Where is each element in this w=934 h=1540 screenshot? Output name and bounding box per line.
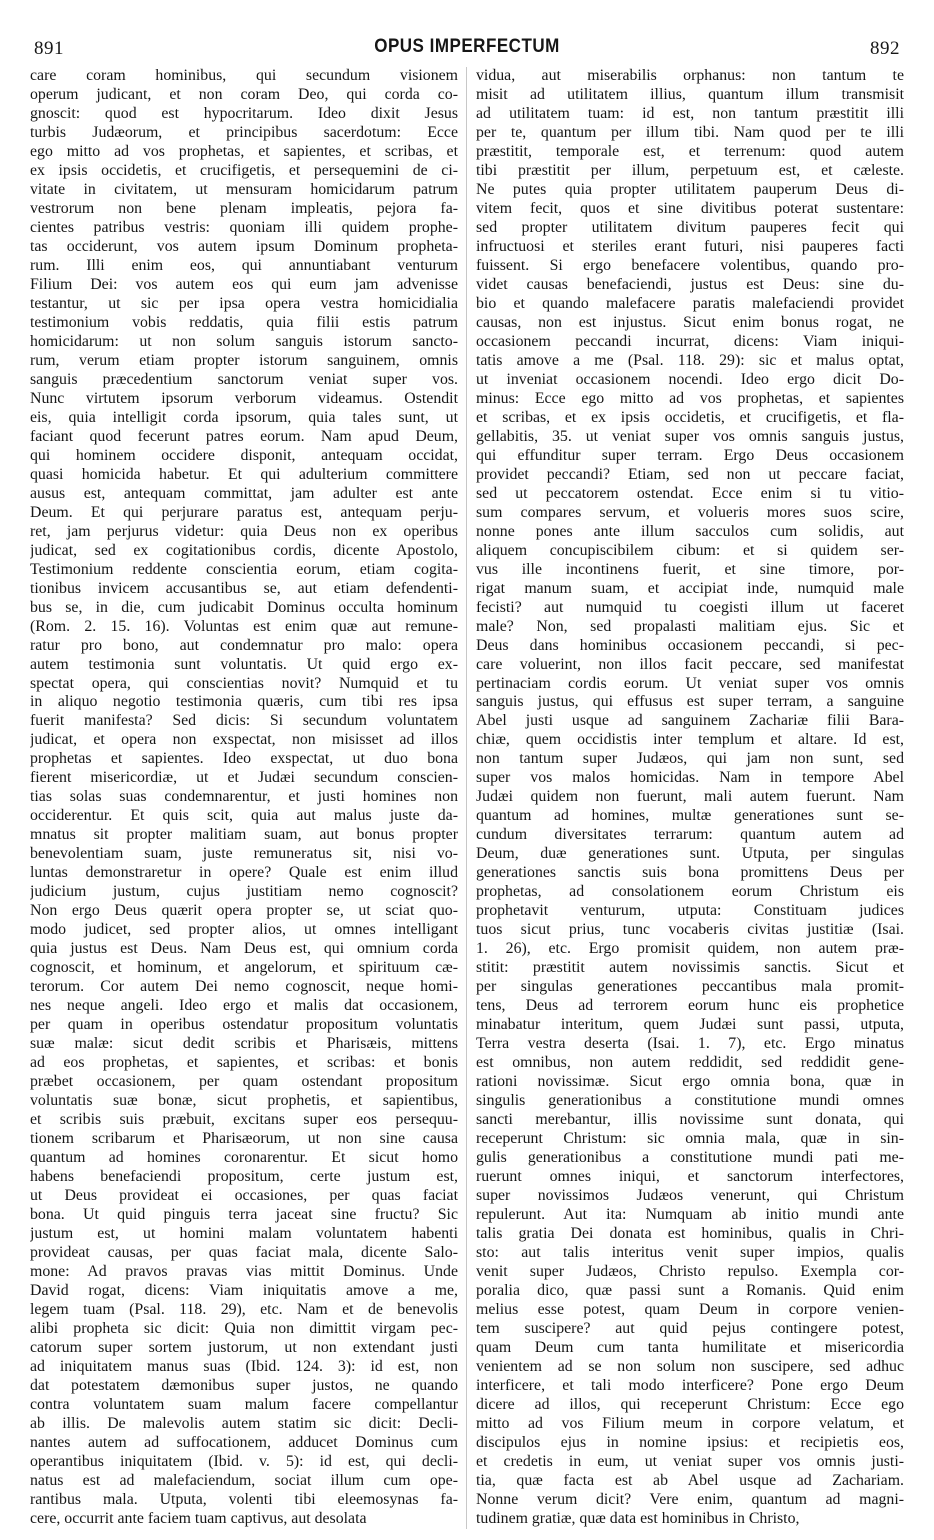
text-line: in aliquo negotio testimonia quæris, cum tibi res ipsa: [30, 693, 458, 711]
text-line: ad iniquitatem manus suas (Ibid. 124. 3): id est, non: [30, 1357, 458, 1375]
running-title: OPUS IMPERFECTUM: [374, 34, 560, 57]
text-line: operantibus iniquitatem (Ibid. v. 5): id est, qui decli-: [30, 1452, 458, 1470]
text-line: vestrorum non bene plenam impleatis, pejora fa-: [30, 199, 458, 217]
text-line: prophetas et sapientes. Ideo exspectat, ut duo bona: [30, 750, 458, 768]
text-line: mone: Ad pravos pravas vias mittit Dominus. Unde: [30, 1263, 458, 1281]
text-line: voluntatis suæ bonæ, sicut prophetis, et sapientibus,: [30, 1092, 458, 1110]
text-line: discipulos ejus in nomine ipsius: et recipietis eos,: [476, 1433, 904, 1451]
text-line: generationes sanctis suis bona promittens Deus per: [476, 864, 904, 882]
text-line: contra voluntatem suam malum facere compellantur: [30, 1395, 458, 1413]
text-line: operum judicant, et non coram Deo, qui corda co-: [30, 85, 458, 103]
text-line: natus est ad malefaciendum, sociat illum cum ope-: [30, 1471, 458, 1489]
text-line: Nunc virtutem ipsorum verborum videamus. Ostendit: [30, 389, 458, 407]
right-page-number: 892: [870, 38, 900, 59]
text-line: repulerunt. Aut ita: Numquam ab initio mundi ante: [476, 1206, 904, 1224]
text-line: nantes autem ad suffocationem, adducet Dominus cum: [30, 1433, 458, 1451]
text-line: tudinem gratiæ, quæ data est hominibus in Christo,: [476, 1509, 800, 1527]
text-line: ab illis. De malevolis autem statim sic dicit: Decli-: [30, 1414, 458, 1432]
text-line: care coram hominibus, qui secundum visionem: [30, 67, 458, 84]
text-line: venit super Judæos, Christo repulso. Exempla cor-: [476, 1263, 904, 1281]
text-line: tens, Deus ad terrorem eorum hunc eis prophetice: [476, 997, 904, 1015]
text-line: et scribis suis præbuit, excitans super eos persequu-: [30, 1111, 458, 1129]
text-line: occiderentur. Et quis scit, quia aut malus juste da-: [30, 807, 458, 825]
text-line: talis gratia Dei donata est hominibus, qualis in Chri-: [476, 1225, 904, 1243]
text-line: quia justus est Deus. Nam Deus est, qui omnium corda: [30, 940, 458, 958]
text-line: ruerunt omnes iniqui, et sanctorum interfectores,: [476, 1168, 904, 1186]
text-line: minus: Ecce ego mitto ad vos prophetas, et sapientes: [476, 389, 904, 407]
text-line: cognoscit, et hominum, et angelorum, et spirituum cæ-: [30, 959, 458, 977]
text-line: ut Deus provideat ei occasiones, per quas faciat: [30, 1187, 458, 1205]
text-line: receperunt Christum: sic omnia mala, quæ in sin-: [476, 1130, 904, 1148]
text-line: occasionem peccandi incurrat, dicens: Viam iniqui-: [476, 332, 904, 350]
text-line: per quam in operibus ostendatur propositum voluntatis: [30, 1016, 458, 1034]
text-line: infructuosi et steriles erant futuri, nisi pauperes facti: [476, 237, 904, 255]
text-line: tibi præstitit per illum, perpetuum est, et cæleste.: [476, 161, 904, 179]
text-line: tem suscipere? aut quid pejus contingere potest,: [476, 1319, 904, 1337]
text-line: rum. Illi enim eos, qui annuntiabant venturum: [30, 256, 458, 274]
text-line: homicidarum: ut non solum sanguis istorum sancto-: [30, 332, 458, 350]
text-line: Judæi quidem non fuerunt, mali autem fuerunt. Nam: [476, 788, 904, 806]
text-line: catorum super sortem justorum, ut non extendant justi: [30, 1338, 458, 1356]
text-line: David rogat, dicens: Viam iniquitatis amove a me,: [30, 1282, 458, 1299]
text-line: sancti merebantur, illis novissime sunt donata, qui: [476, 1111, 904, 1129]
text-line: quantum ad homines, multæ generationes sunt se-: [476, 807, 904, 825]
text-line: autem testimonia sunt voluntatis. Ut quid ergo ex-: [30, 655, 458, 673]
text-line: benevolentiam suam, juste remuneratus sit, nisi vo-: [30, 845, 458, 863]
text-line: gnoscit: quod est hypocritarum. Ideo dixit Jesus: [30, 104, 458, 122]
text-line: pertinaciam cordis eorum. Ut veniat super vos omnis: [476, 674, 904, 692]
text-line: ego mitto ad vos prophetas, et sapientes, et scribas, et: [30, 142, 458, 160]
text-line: judicium justum, cujus justitiam nemo cognoscit?: [30, 883, 458, 901]
text-line: ex ipsis occidetis, et crucifigetis, et persequemini de ci-: [30, 161, 458, 179]
text-line: Nonne verum dicit? Vere enim, quantum ad magni-: [476, 1490, 904, 1508]
text-line: sanguis præcedentium sanctorum veniat super vos.: [30, 370, 458, 388]
text-line: sum compares servum, et volueris mores suos scire,: [476, 503, 904, 521]
text-line: eis, quia intelligit corda ipsorum, quia tales sunt, ut: [30, 408, 458, 426]
text-line: habens benefaciendi propositum, certe justum est,: [30, 1168, 458, 1186]
text-line: præstitit, temporale est, et terrenum: quod autem: [476, 142, 904, 160]
text-line: misit ad utilitatem illius, quantum illum transmisit: [476, 85, 904, 103]
text-line: præbet occasionem, per quam ostendant propositum: [30, 1073, 458, 1091]
text-line: tias solas suas condemnarentur, et justi homines non: [30, 788, 458, 806]
text-line: mnatus sit propter malitiam suam, aut bonus propter: [30, 826, 458, 844]
text-line: super novissimos Judæos venerunt, qui Christum: [476, 1187, 904, 1205]
text-line: provideat causas, per quas faciat mala, dicente Salo-: [30, 1244, 458, 1262]
text-line: nonne pones ante illum sacculos cum solidis, aut: [476, 522, 904, 540]
text-line: 1. 26), etc. Ergo promisit quidem, non autem præ-: [476, 940, 904, 958]
text-line: poralia dico, quæ passi sunt a Romanis. Quid enim: [476, 1282, 904, 1299]
text-line: nes neque angeli. Ideo ergo et malis dat occasionem,: [30, 997, 458, 1015]
text-line: per te, quantum per illum tibi. Nam quod per te illi: [476, 123, 904, 141]
text-line: et scribas, et ex ipsis occidetis, et crucifigetis, et fla-: [476, 408, 904, 426]
text-line: testimonium vobis reddatis, quia filii estis patrum: [30, 313, 458, 331]
text-line: minabatur interitum, quem Judæi sunt passi, utputa,: [476, 1016, 904, 1034]
text-line: super vos malos homicidas. Nam in tempore Abel: [476, 769, 904, 787]
text-line: ad utilitatem tuam: id est, non tantum præstitit illi: [476, 104, 904, 122]
text-line: per singulas generationes peccantibus mala promit-: [476, 978, 904, 996]
text-line: quam Deum cum tanta humilitate et misericordia: [476, 1338, 904, 1356]
text-line: ret, jam perjurus videtur: quia Deus non ex operibus: [30, 522, 458, 540]
text-line: singulis generationibus a constitutione mundi omnes: [476, 1092, 904, 1110]
text-line: sed propter utilitatem divitum pauperes fecit qui: [476, 218, 904, 236]
text-line: ad eos prophetas, et sapientes, et scribas: et bonis: [30, 1054, 458, 1072]
text-line: bio et quando malefacere paratis malefaciendi providet: [476, 294, 904, 312]
text-line: judicat, et opera non exspectat, non misisset ad illos: [30, 731, 458, 749]
text-line: tatis amove a me (Psal. 118. 29): sic et malus optat,: [476, 351, 904, 369]
text-line: Deus dans hominibus occasionem peccandi, si pec-: [476, 636, 904, 654]
text-line: et credetis in eum, ut veniat super vos omnis justi-: [476, 1452, 904, 1470]
text-line: cere, occurrit ante faciem tuam captivus, aut desolata: [30, 1509, 367, 1527]
text-line: testantur, ut sic per ipsa opera vestra homicidialia: [30, 294, 458, 312]
text-line: gellabitis, 35. ut veniat super vos omnis sanguis justus,: [476, 427, 904, 445]
text-line: tuos sicut prius, tunc vocaberis civitas justitiæ (Isai.: [476, 921, 904, 939]
text-line: sed ut peccatorem ostendat. Ecce enim si tu vitio-: [476, 484, 904, 502]
text-line: sanguis justus, qui effusus est super terram, a sanguine: [476, 693, 904, 711]
text-line: venientem ad se non solum non suscipere, sed adhuc: [476, 1357, 904, 1375]
text-line: rum, verum etiam propter istorum sanguinem, omnis: [30, 351, 458, 369]
text-line: fecisti? aut numquid tu coegisti illum ut faceret: [476, 598, 904, 616]
text-line: qui effunditur super terram. Ergo Deus occasionem: [476, 446, 904, 464]
page-header: [30, 34, 904, 64]
text-line: turbis Judæorum, et principibus sacerdotum: Ecce: [30, 123, 458, 141]
text-line: faciant quod fecerunt patres eorum. Nam apud Deum,: [30, 427, 458, 445]
text-line: quantum ad homines coronarentur. Et sicut homo: [30, 1149, 458, 1167]
text-line: dat potestatem dæmonibus super justos, ne quando: [30, 1376, 458, 1394]
text-line: quasi homicida habetur. Et qui adulterium committere: [30, 465, 458, 483]
text-line: providet peccandi? Etiam, sed non ut peccare faciat,: [476, 465, 904, 483]
text-line: Ne putes quia propter utilitatem pauperum Deus di-: [476, 180, 904, 198]
text-line: gulis generationibus a constitutione mundi pati me-: [476, 1149, 904, 1167]
text-line: bona. Ut quid pinguis terra jaceat sine fructu? Sic: [30, 1206, 458, 1224]
text-line: tionem scribarum et Pharisæorum, ut non sine causa: [30, 1130, 458, 1148]
text-line: est omnibus, non autem reddidit, sed reddidit gene-: [476, 1054, 904, 1072]
text-line: qui hominem occidere disponit, antequam occidat,: [30, 446, 458, 464]
text-line: prophetavit venturum, utputa: Constituam judices: [476, 902, 904, 920]
text-line: luntas demonstraretur in opere? Quale est enim illud: [30, 864, 458, 882]
text-line: tia, quæ facta est ab Abel usque ad Zachariam.: [476, 1471, 904, 1489]
text-line: (Rom. 2. 15. 16). Voluntas est enim quæ aut remune-: [30, 617, 458, 635]
text-line: spectat opera, qui conscientias novit? Numquid et tu: [30, 674, 458, 692]
text-line: cundum diversitates terrarum: quantum autem ad: [476, 826, 904, 844]
text-line: suæ malæ: sicut dedit scribis et Pharisæis, mittens: [30, 1035, 458, 1053]
text-line: prophetas, ad consolationem eorum Christum eis: [476, 883, 904, 901]
text-line: modo judicet, sed propter alios, ut omnes intelligant: [30, 921, 458, 939]
text-line: Testimonium reddente conscientia eorum, etiam cogita-: [30, 560, 458, 578]
text-line: Abel justi usque ad sanguinem Zachariæ filii Bara-: [476, 712, 904, 730]
text-line: Non ergo Deus quærit opera propter se, ut sciat quo-: [30, 902, 458, 920]
text-line: rigat manum suam, et accipiat inde, numquid male: [476, 579, 904, 597]
text-line: rationi novissimæ. Sicut ergo omnia bona, quæ in: [476, 1073, 904, 1091]
text-line: Filium Dei: vos autem eos qui eum jam advenisse: [30, 275, 458, 293]
text-line: stitit: præstitit autem novissimis sanctis. Sicut et: [476, 959, 904, 977]
right-text-column: [476, 67, 904, 1529]
text-line: ratur pro bono, aut condemnatur pro malo: opera: [30, 636, 458, 654]
text-line: male? Non, sed propalasti malitiam ejus. Sic et: [476, 617, 904, 635]
text-line: Terra vestra deserta (Isai. 1. 7), etc. Ergo minatus: [476, 1035, 904, 1053]
text-line: vitem fecit, quos et sine divitibus poterat sustentare:: [476, 199, 904, 217]
text-line: interficere, et tali modo interficere? Pone ergo Deum: [476, 1376, 904, 1394]
text-line: mitto ad vos Filium meum in corpore velatum, et: [476, 1414, 904, 1432]
text-line: tionibus invicem accusantibus se, aut etiam defendenti-: [30, 579, 458, 597]
text-line: non tantum super Judæos, qui jam non sunt, sed: [476, 750, 904, 768]
text-line: chiæ, quem occidistis inter templum et altare. Id est,: [476, 731, 904, 749]
text-line: aliquem concupiscibilem cibum: et si quidem ser-: [476, 541, 904, 559]
text-line: videt causas benefaciendi, justus est Deus: sine du-: [476, 275, 904, 293]
text-line: justum est, ut homini malam voluntatem habenti: [30, 1225, 458, 1243]
text-line: causas, non est injustus. Sicut enim bonus rogat, ne: [476, 313, 904, 331]
text-line: judicat, sed ex cogitationibus cordis, dicente Apostolo,: [30, 541, 458, 559]
text-line: fuissent. Si ergo benefacere volentibus, quando pro-: [476, 256, 904, 274]
text-line: ausus est, antequam committat, jam adulter est ante: [30, 484, 458, 502]
text-line: care voluerint, non illos facit peccare, sed manifestat: [476, 655, 904, 673]
text-line: fuerit manifesta? Sed dicis: Si secundum voluntatem: [30, 712, 458, 730]
text-line: melius esse potest, quam Deum in corpore venien-: [476, 1300, 904, 1318]
text-line: Deum. Et qui perjurare paratus est, antequam perju-: [30, 503, 458, 521]
text-line: Deum, duæ generationes sunt. Utputa, per singulas: [476, 845, 904, 863]
text-line: bus se, in die, cum judicabit Dominus occulta hominum: [30, 598, 458, 616]
text-line: alibi propheta sic dicit: Quia non dimittit virgam pec-: [30, 1319, 458, 1337]
text-line: sto: aut talis interitus venit super impios, qualis: [476, 1244, 904, 1262]
text-line: tas occiderunt, vos autem ipsum Dominum propheta-: [30, 237, 458, 255]
text-line: vidua, aut miserabilis orphanus: non tantum te: [476, 67, 904, 84]
column-divider: [466, 67, 467, 1529]
text-line: terorum. Cor autem Dei nemo cognoscit, neque homi-: [30, 978, 458, 996]
text-line: dicere ad illos, qui receperunt Christum: Ecce ego: [476, 1395, 904, 1413]
text-line: legem tuam (Psal. 118. 29), etc. Nam et de benevolis: [30, 1300, 458, 1318]
left-text-column: [30, 67, 458, 1529]
text-line: fierent misericordiæ, ut et Judæi secundum conscien-: [30, 769, 458, 787]
text-line: vus ille incontinens fuerit, et sine timore, por-: [476, 560, 904, 578]
text-line: cientes patribus vestris: quoniam illi quidem prophe-: [30, 218, 458, 236]
text-line: rantibus mala. Utputa, volenti tibi eleemosynas fa-: [30, 1490, 458, 1508]
text-line: vitate in civitatem, ut mensuram homicidarum patrum: [30, 180, 458, 198]
left-page-number: 891: [34, 38, 64, 59]
text-line: ut inveniat occasionem nocendi. Ideo ergo dicit Do-: [476, 370, 904, 388]
